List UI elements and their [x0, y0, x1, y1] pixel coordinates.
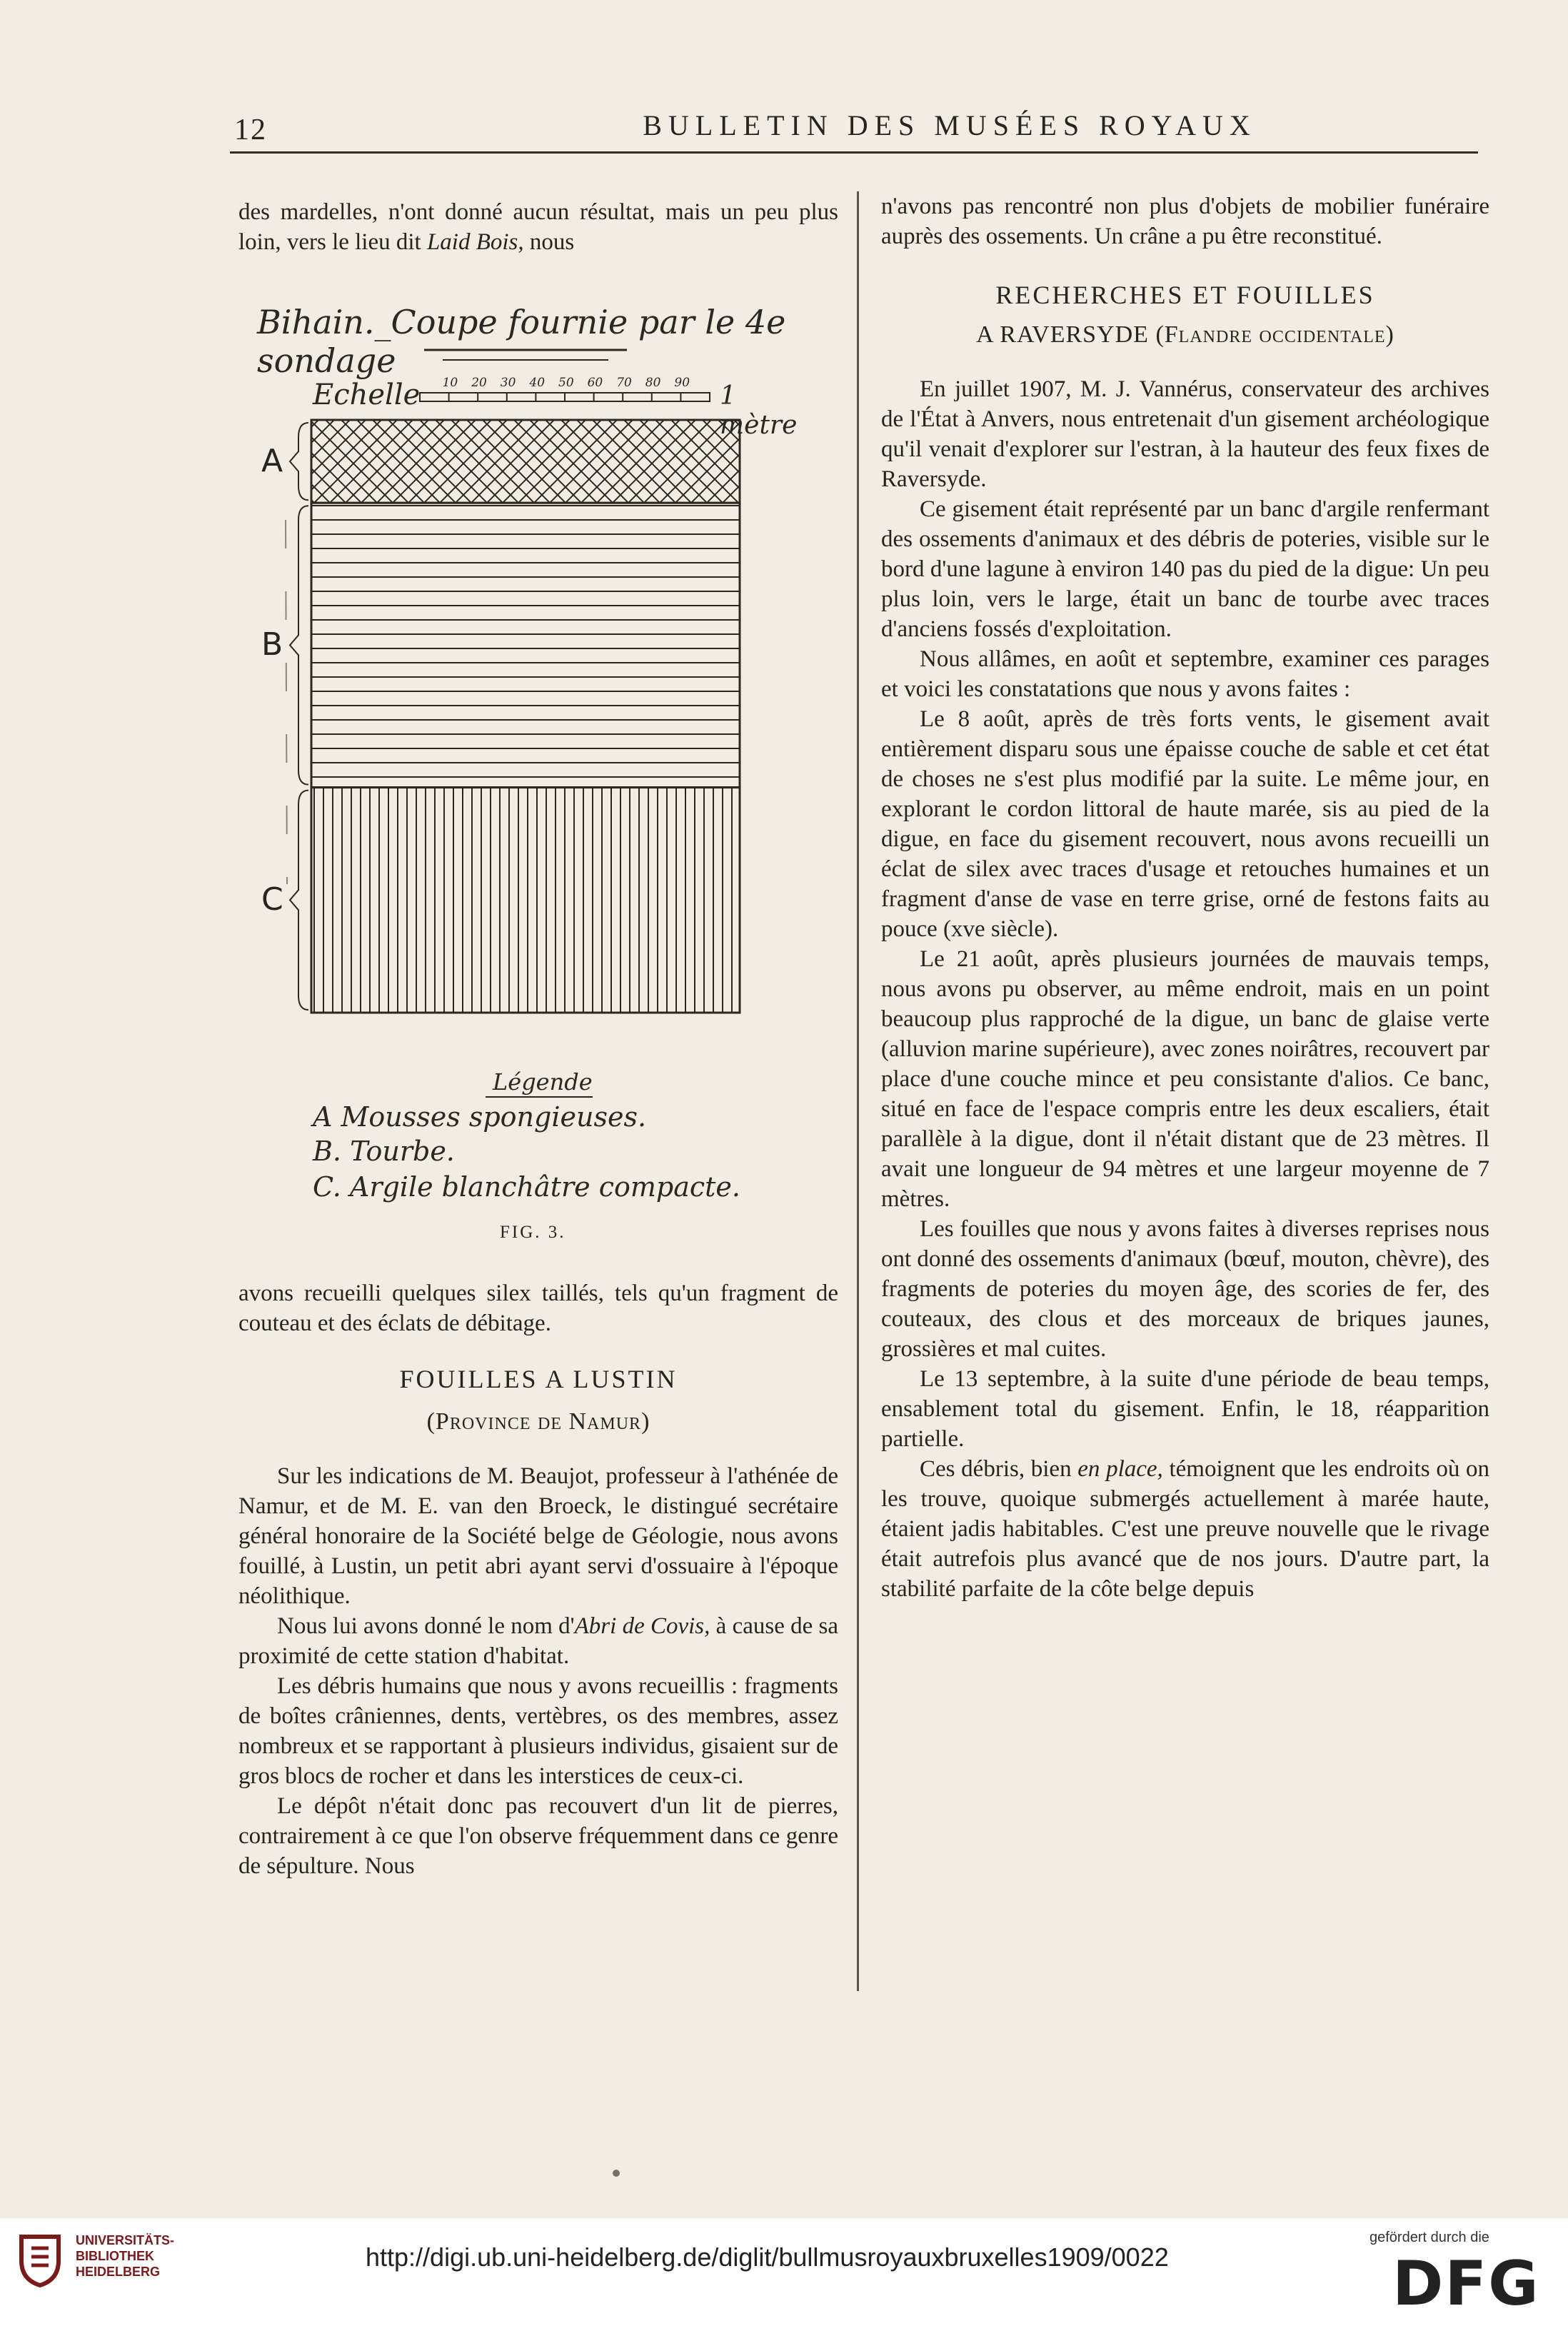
lustin-paragraph-4: Le dépôt n'était donc pas recouvert d'un lit de pierres, contrairement à ce que l'on observe fréquemment dans ce genre de sépulture. Nous: [238, 1793, 838, 1879]
scale-tick-label: 10: [442, 376, 458, 390]
scale-tick-label: 30: [500, 376, 516, 390]
left-intro: [238, 197, 838, 257]
lustin-paragraph-1: Sur les indications de M. Beaujot, professeur à l'athénée de Namur, et de M. E. van den Broeck, le distingué secrétaire général honoraire de la Société belge de Géologie, nous avons fouillé, à Lustin, un petit abri ayant servi d'ossuaire à l'époque néolithique.: [238, 1463, 838, 1609]
funding-text: gefördert durch die: [1370, 2230, 1489, 2245]
scale-tick-label: 90: [674, 376, 690, 390]
abri-name: Abri de Covis,: [574, 1613, 710, 1639]
raversyde-paragraph-2: Ce gisement était représenté par un banc d'argile renfermant des ossements d'animaux et des débris de poteries, visible sur le bord d'une lagune à environ 140 pas du pied de la digue: Un peu plus loin, vers le large, était un banc de tourbe avec traces d'anciens fossés d'exploitation.: [881, 496, 1489, 642]
figure-caption: FIG. 3.: [500, 1223, 566, 1242]
scale-bar-ticks: [449, 393, 681, 401]
left-body: [238, 1278, 838, 1881]
legend-item-a: A Mousses spongieuses.: [313, 1101, 647, 1133]
right-column: [881, 191, 1489, 1604]
raversyde-paragraph-7: Le 13 septembre, à la suite d'une période de beau temps, ensablement total du gisement. Enfin, le 18, réapparition partielle.: [881, 1366, 1489, 1452]
layer-brace: [290, 506, 308, 784]
scale-tick-label: 40: [529, 376, 546, 390]
scale-tick-label: 80: [645, 376, 661, 390]
stratigraphic-figure: [236, 299, 821, 1227]
source-url-link[interactable]: http://digi.ub.uni-heidelberg.de/diglit/bullmusroyauxbruxelles1909/0022: [366, 2242, 1169, 2272]
section-subheading-raversyde: A RAVERSYDE (Flandre occidentale): [976, 321, 1394, 348]
legend-title: Légende: [493, 1068, 593, 1096]
scan-dot: [613, 2170, 620, 2177]
scale-tick-label: 60: [587, 376, 603, 390]
intro-paragraph: des mardelles, n'ont donné aucun résultat, mais un peu plus loin, vers le lieu dit Laid Bois, nous: [238, 199, 838, 255]
en-place-phrase: en place,: [1077, 1456, 1163, 1482]
layer-a: [311, 420, 740, 503]
header-rule: [230, 151, 1478, 154]
layer-brace: [290, 791, 308, 1010]
layer-label-c: C: [261, 881, 283, 918]
section-heading-lustin: FOUILLES A LUSTIN: [399, 1365, 678, 1393]
dfg-logo: DFG: [1392, 2248, 1540, 2320]
scale-tick-label: 50: [558, 376, 574, 390]
place-name: Laid Bois,: [426, 229, 524, 255]
layer-c: [311, 788, 740, 1013]
scale-unit: 1 mètre: [720, 381, 798, 440]
raversyde-paragraph-3: Nous allâmes, en août et septembre, examiner ces parages et voici les constatations que nous y avons faites :: [881, 646, 1489, 702]
page-number: 12: [234, 114, 267, 146]
raversyde-paragraph-8: Ces débris, bien en place, témoignent que les endroits où on les trouve, quoique submergés actuellement à marée haute, étaient jadis habitables. C'est une preuve nouvelle que le rivage était autrefois plus avancé que de nos jours. D'autre part, la stabilité parfaite de la côte belge depuis: [881, 1456, 1489, 1602]
layer-columns: [290, 420, 740, 1013]
section-subheading-lustin: (Province de Namur): [426, 1408, 650, 1435]
scale-label: Echelle: [313, 379, 421, 411]
digitization-footer: [0, 2218, 1568, 2351]
raversyde-paragraph-4: Le 8 août, après de très forts vents, le gisement avait entièrement disparu sous une épaisse couche de sable et cet état de choses ne s'est plus modifié par la suite. Le même jour, en explorant le cordon littoral de haute marée, sis au pied de la digue, en face du gisement recouvert, nous avons recueilli un éclat de silex avec traces d'usage et retouches humaines et un fragment d'anse de vase en terre grise, orné de festons faits au pouce (xve siècle).: [881, 706, 1489, 942]
layer-brace: [290, 423, 308, 500]
figure-title: Bihain._Coupe fournie par le 4e sondage: [257, 303, 786, 380]
lustin-paragraph-3: Les débris humains que nous y avons recueillis : fragments de boîtes crâniennes, dents, vertèbres, os des membres, assez nombreux et se rapportant à plusieurs individus, gisaient sur de gros blocs de rocher et dans les interstices de ceux-ci.: [238, 1673, 838, 1789]
running-title: BULLETIN DES MUSÉES ROYAUX: [643, 109, 1257, 141]
scale-tick-label: 20: [471, 376, 487, 390]
legend-item-b: B. Tourbe.: [313, 1136, 455, 1167]
raversyde-paragraph-6: Les fouilles que nous y avons faites à diverses reprises nous ont donné des ossements d'animaux (bœuf, mouton, chèvre), des fragments de poteries du moyen âge, des scories de fer, des couteaux, des clous et des morceaux de briques jaunes, grossières et mal cuites.: [881, 1216, 1489, 1362]
raversyde-paragraph-1: En juillet 1907, M. J. Vannérus, conservateur des archives de l'État à Anvers, nous entretenait d'un gisement archéologique qu'il venait d'explorer sur l'estran, à la hauteur des feux fixes de Raversyde.: [881, 376, 1489, 492]
opening-paragraph: n'avons pas rencontré non plus d'objets de mobilier funéraire auprès des ossements. Un crâne a pu être reconstitué.: [881, 194, 1489, 249]
section-heading-raversyde: RECHERCHES ET FOUILLES: [995, 281, 1375, 309]
raversyde-paragraph-5: Le 21 août, après plusieurs journées de mauvais temps, nous avons pu observer, au même endroit, mais en un point beaucoup plus rapproché de la digue, un banc de glaise verte (alluvion marine supérieure), avec zones noirâtres, recouvert par place d'une couche mince et peu consistante d'alios. Ce banc, situé en face de l'espace compris entre les deux escaliers, était parallèle à la digue, dont il n'était distant que de 23 mètres. Il avait une longueur de 94 mètres et une largeur moyenne de 7 mètres.: [881, 946, 1489, 1212]
layer-label-b: B: [261, 626, 283, 663]
university-library-logo-icon: [17, 2232, 63, 2288]
university-library-name: UNIVERSITÄTS- BIBLIOTHEK HEIDELBERG: [76, 2233, 175, 2279]
legend-item-c: C. Argile blanchâtre compacte.: [313, 1171, 741, 1203]
scale-tick-label: 70: [616, 376, 632, 390]
after-figure-paragraph: avons recueilli quelques silex taillés, tels qu'un fragment de couteau et des éclats de débitage.: [238, 1280, 838, 1336]
layer-label-a: A: [261, 443, 283, 480]
column-divider: [857, 191, 859, 1991]
layer-b: [311, 503, 740, 787]
lustin-paragraph-2: Nous lui avons donné le nom d'Abri de Covis, à cause de sa proximité de cette station d'habitat.: [238, 1613, 839, 1669]
